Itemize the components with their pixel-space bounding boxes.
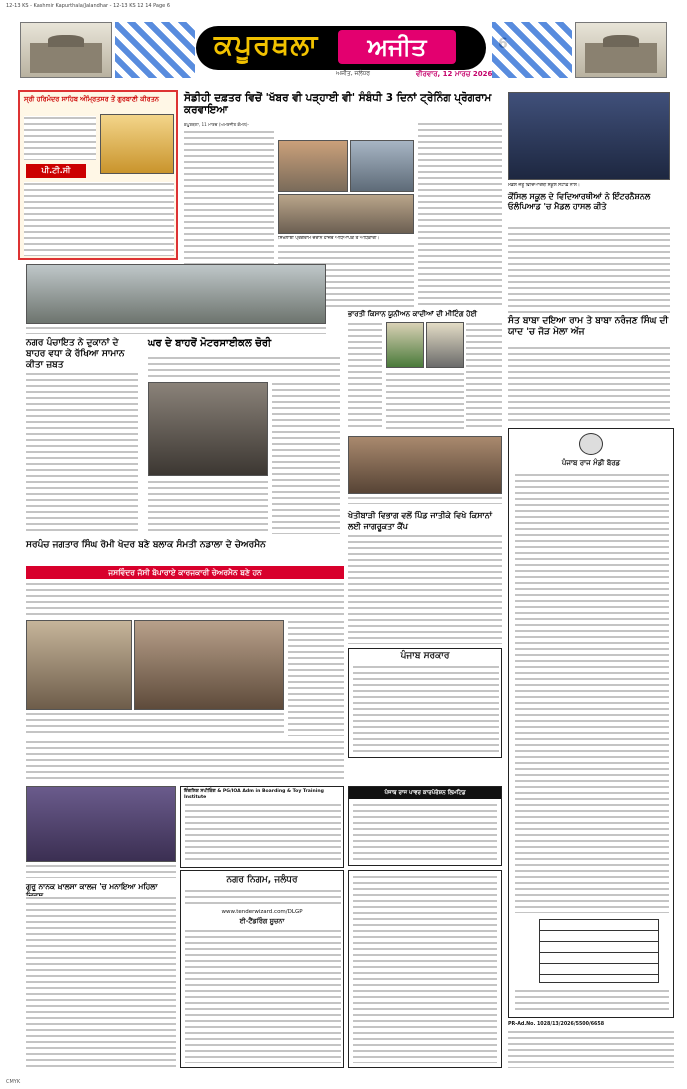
farmer-leader-photo-2	[426, 322, 464, 368]
power-corp-title: ਪੰਜਾਬ ਰਾਜ ਪਾਵਰ ਕਾਰਪੋਰੇਸ਼ਨ ਲਿਮਟਿਡ	[349, 787, 501, 799]
masthead-photo-right	[575, 22, 667, 78]
nagar-nigam-tender	[180, 870, 344, 1068]
greeting-banner: ਜਸਵਿੰਦਰ ਜੱਸੀ ਬੋਪਾਰਾਏ ਕਾਰਜਕਾਰੀ ਚੇਅਰਮੈਨ ਬਣੇ ਹਨ	[26, 566, 344, 579]
main-story-photo-2	[350, 140, 414, 192]
college-event-photo	[26, 786, 176, 862]
golden-temple-image	[100, 114, 174, 174]
mandi-table	[539, 919, 659, 983]
sarpanch-group-photo-2	[134, 620, 284, 710]
masthead-photo-left	[20, 22, 112, 78]
pg-ad-title: ਇੰਗਲਿਸ਼ ਸਪੀਕਿੰਗ & PG/IOA Adm in Boarding & Toy Training Institute	[184, 789, 324, 800]
main-story-photo-3	[278, 194, 414, 234]
e-tender-title: ਈ-ਟੈਂਡਰਿੰਗ ਸੂਚਨਾ	[239, 917, 285, 925]
masthead-brand: ਅਜੀਤ	[338, 30, 456, 64]
print-strip: 12-13 KS - Kashmir Kapurthala/Jalandhar - 12-13 KS 12 14 Page 6	[6, 3, 171, 9]
college-headline: ਗੁਰੂ ਨਾਨਕ ਖ਼ਾਲਸਾ ਕਾਲਜ 'ਚ ਮਨਾਇਆ ਮਹਿਲਾ	[26, 882, 158, 891]
farmer-leader-photo-1	[386, 322, 424, 368]
mandi-board-title: ਪੰਜਾਬ ਰਾਜ ਮੰਡੀ ਬੋਰਡ	[561, 459, 621, 467]
masthead-pattern-right	[492, 22, 572, 78]
mandi-board-notice	[508, 428, 674, 1018]
farmers-headline: ਭਾਰਤੀ ਕਿਸਾਨ ਯੂਨੀਅਨ ਕਾਦੀਆਂ ਦੀ ਮੀਟਿੰਗ ਹੋਈ	[348, 310, 477, 318]
motorcycle-photo	[148, 382, 268, 476]
school-caption: ਮੈਡਲ ਜੇਤੂ ਵਿਦਿਆਰਥੀ ਸਕੂਲ ਸਟਾਫ਼ ਨਾਲ।	[508, 183, 580, 188]
power-corp-notice	[348, 786, 502, 866]
school-headline: ਕੌਂਸਿਲ ਸਕੂਲ ਦੇ ਵਿਦਿਆਰਥੀਆਂ ਨੇ ਇੰਟਰਨੈਸ਼ਨਲ ਓਲੰਪਿਆਡ 'ਚ ਮੈਡਲ ਹਾਸਲ ਕੀਤੇ	[508, 192, 651, 211]
meeting-photo	[348, 436, 502, 494]
ptc-kirtan-ad	[18, 90, 178, 260]
mandi-board-emblem	[579, 433, 603, 455]
masthead-sub: ਅਜੀਤ, ਜਲੰਧਰ	[336, 70, 371, 77]
ptc-channel-label: ਪੀ.ਟੀ.ਸੀ	[26, 164, 86, 178]
sarpanch-group-photo	[26, 620, 132, 710]
punjab-sarkar-notice	[348, 648, 502, 758]
punjab-sarkar-title: ਪੰਜਾਬ ਸਰਕਾਰ	[400, 651, 450, 661]
sant-headline: ਸੰਤ ਬਾਬਾ ਦਇਆ ਰਾਮ ਤੇ ਬਾਬਾ ਨਰੰਜਣ ਸਿੰਘ ਦੀ ਯਾਦ 'ਚ ਜੋੜ ਮੇਲਾ ਅੱਜ	[508, 316, 669, 337]
masthead-pattern-left	[115, 22, 195, 78]
nagar-nigam-title: ਨਗਰ ਨਿਗਮ, ਜਲੰਧਰ	[226, 875, 298, 885]
pg-admission-ad	[180, 786, 344, 868]
main-story-photo	[278, 140, 348, 192]
agri-headline: ਖੇਤੀਬਾੜੀ ਵਿਭਾਗ ਵਲੋਂ ਪਿੰਡ ਜਾਤੀਕੇ ਵਿਖੇ ਕਿਸਾਨਾਂ ਲਈ ਜਾਗਰੂਕਤਾ ਕੈਂਪ	[348, 511, 492, 531]
main-story-caption: ਸਿਖਲਾਈ ਪ੍ਰੋਗਰਾਮ ਦੌਰਾਨ ਹਾਜ਼ਰ ਅਧਿਆਪਕ ਤੇ ਅਧਿਕਾਰੀ।	[278, 236, 380, 241]
tender-url: www.tenderwizard.com/DLGP	[221, 909, 303, 915]
footer-strip: CMYK	[6, 1079, 21, 1085]
main-headline: ਸੋਡੀਹੀ ਦਫ਼ਤਰ ਵਿਚੋਂ 'ਖੱਬਰ ਵੀ ਪੜ੍ਹਾਈ ਵੀ' ਸੰਬੰਧੀ 3 ਦਿਨਾਂ ਟ੍ਰੇਨਿੰਗ ਪ੍ਰੋਗਰਾਮ ਕਰਵਾਇਆ	[184, 92, 492, 116]
nagar-headline: ਨਗਰ ਪੰਚਾਇਤ ਨੇ ਦੁਕਾਨਾਂ ਦੇ ਬਾਹਰ ਵਧਾ ਕੇ ਰੱਖਿਆ ਸਾਮਾਨ ਕੀਤਾ ਜ਼ਬਤ	[26, 338, 125, 370]
ptc-ad-title: ਸ੍ਰੀ ਹਰਿਮੰਦਰ ਸਾਹਿਬ ਅੰਮ੍ਰਿਤਸਰ ਤੋਂ ਗੁਰਬਾਣੀ ਕੀਰਤਨ	[24, 95, 159, 103]
school-students-photo	[508, 92, 670, 180]
masthead-city: ਕਪੂਰਥਲਾ	[214, 28, 319, 61]
masthead-date: ਵੀਰਵਾਰ, 12 ਮਾਰਚ 2026	[416, 70, 493, 78]
pr-number: PR-Ad.No. 1028/13/2026/5500/6658	[508, 1022, 605, 1027]
main-dateline: ਕਪੂਰਥਲਾ, 11 ਮਾਰਚ (ਅਮਰਜੀਤ ਕੋਮਲ)-	[184, 122, 250, 127]
bottom-middle-notice	[348, 870, 502, 1068]
sarpanch-headline: ਸਰਪੰਚ ਜਗਤਾਰ ਸਿੰਘ ਰੋਮੀ ਖੋਦਰ ਬਣੇ ਬਲਾਕ ਸੰਮਤੀ ਨਡਾਲਾ ਦੇ ਚੇਅਰਮੈਨ	[26, 540, 266, 550]
theft-headline: ਘਰ ਦੇ ਬਾਹਰੋਂ ਮੋਟਰਸਾਈਕਲ ਚੋਰੀ	[148, 338, 272, 349]
nagar-panchayat-photo	[26, 264, 326, 324]
